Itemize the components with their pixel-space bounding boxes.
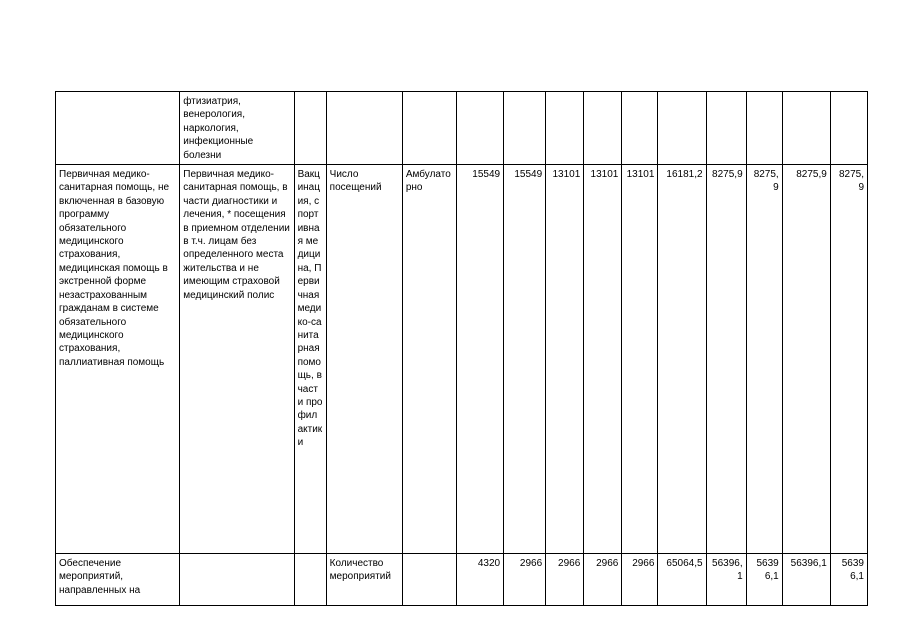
cell-value: 16181,2 (658, 165, 706, 554)
cell-value (746, 92, 782, 165)
cell-service-name: Обеспечение мероприятий, направленных на (56, 554, 180, 606)
cell-value (546, 92, 584, 165)
cell-value: 56396,1 (746, 554, 782, 606)
cell-service-name (56, 92, 180, 165)
table-row (56, 554, 868, 606)
cell-value: 8275,9 (746, 165, 782, 554)
cell-value (456, 92, 503, 165)
cell-value (706, 92, 746, 165)
cell-value: 13101 (622, 165, 658, 554)
cell-service-content: фтизиатрия, венерология, наркология, инфекционные болезни (180, 92, 294, 165)
cell-value: 65064,5 (658, 554, 706, 606)
cell-value: 8275,9 (782, 165, 830, 554)
cell-service-name: Первичная медико-санитарная помощь, не включенная в базовую программу обязательного медицинского страхования, медицинская помощь в экстренной форме незастрахованным гражданам в системе обязательного медицинского страхования, паллиативная помощь (56, 165, 180, 554)
cell-service-kind (294, 92, 326, 165)
table-row (56, 92, 868, 165)
cell-condition (402, 92, 456, 165)
cell-value: 4320 (456, 554, 503, 606)
cell-service-content: Первичная медико-санитарная помощь, в части диагностики и лечения, * посещения в приемном отделении в т.ч. лицам без определенного места жительства и не имеющим страховой медицинский полис (180, 165, 294, 554)
cell-service-kind: Вакцинация, спортивная медицина, Первичная медико-санитарная помощь, в части профилактики (294, 165, 326, 554)
cell-value (658, 92, 706, 165)
cell-service-kind (294, 554, 326, 606)
cell-value: 56396,1 (830, 554, 867, 606)
cell-value: 15549 (456, 165, 503, 554)
cell-condition (402, 554, 456, 606)
cell-value: 2966 (546, 554, 584, 606)
cell-value: 2966 (584, 554, 622, 606)
cell-value (584, 92, 622, 165)
cell-value: 8275,9 (830, 165, 867, 554)
cell-value (622, 92, 658, 165)
cell-value: 2966 (622, 554, 658, 606)
cell-value: 13101 (584, 165, 622, 554)
cell-value: 56396,1 (782, 554, 830, 606)
cell-value: 2966 (504, 554, 546, 606)
cell-value: 13101 (546, 165, 584, 554)
cell-value: 56396,1 (706, 554, 746, 606)
cell-value: 8275,9 (706, 165, 746, 554)
cell-service-content (180, 554, 294, 606)
cell-indicator: Количество мероприятий (326, 554, 402, 606)
cell-condition: Амбулаторно (402, 165, 456, 554)
cell-value (504, 92, 546, 165)
cell-value (830, 92, 867, 165)
data-table (55, 91, 868, 606)
cell-indicator: Число посещений (326, 165, 402, 554)
table-row (56, 165, 868, 554)
cell-value: 15549 (504, 165, 546, 554)
cell-value (782, 92, 830, 165)
cell-indicator (326, 92, 402, 165)
